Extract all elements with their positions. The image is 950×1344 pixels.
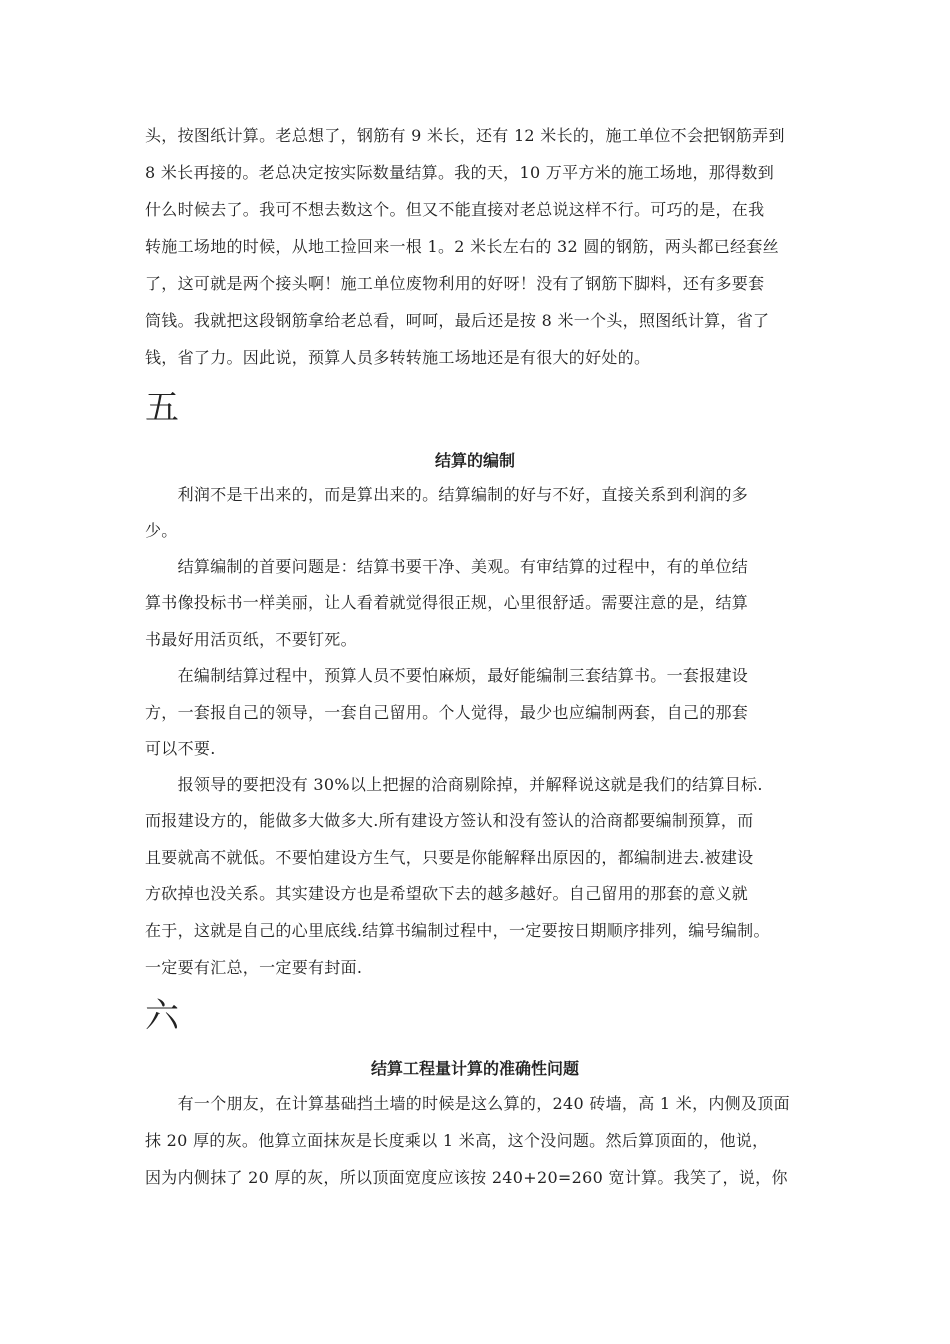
text-line: 筒钱。我就把这段钢筋拿给老总看，呵呵，最后还是按 8 米一个头，照图纸计算，省了 (145, 311, 770, 330)
text-line: 可以不要. (145, 739, 216, 758)
section-numeral: 六 (145, 996, 179, 1036)
text-line: 8 米长再接的。老总决定按实际数量结算。我的天，10 万平方米的施工场地，那得数到 (145, 163, 775, 182)
text-line: 方，一套报自己的领导，一套自己留用。个人觉得，最少也应编制两套，自己的那套 (145, 703, 749, 722)
text-line: 什么时候去了。我可不想去数这个。但又不能直接对老总说这样不行。可巧的是，在我 (145, 200, 765, 219)
text-line: 有一个朋友，在计算基础挡土墙的时候是这么算的，240 砖墙，高 1 米，内侧及顶面 (145, 1094, 790, 1113)
text-line: 少。 (145, 521, 178, 540)
section-title: 结算工程量计算的准确性问题 (370, 1059, 579, 1078)
text-line: 一定要有汇总，一定要有封面. (145, 958, 363, 977)
text-line: 而报建设方的，能做多大做多大.所有建设方签认和没有签认的洽商都要编制预算，而 (145, 811, 754, 830)
text-line: 转施工场地的时候，从地工捡回来一根 1。2 米长左右的 32 圆的钢筋，两头都已经套丝 (145, 237, 779, 256)
text-line: 方砍掉也没关系。其实建设方也是希望砍下去的越多越好。自己留用的那套的意义就 (145, 884, 749, 903)
text-line: 在编制结算过程中，预算人员不要怕麻烦，最好能编制三套结算书。一套报建设 (145, 666, 749, 685)
text-line: 了，这可就是两个接头啊！施工单位废物利用的好呀！没有了钢筋下脚料，还有多要套 (145, 274, 765, 293)
section-numeral: 五 (145, 388, 179, 428)
text-line: 报领导的要把没有 30%以上把握的洽商剔除掉，并解释说这就是我们的结算目标. (145, 775, 763, 794)
text-line: 头，按图纸计算。老总想了，钢筋有 9 米长，还有 12 米长的，施工单位不会把钢筋弄到 (145, 126, 785, 145)
text-line: 书最好用活页纸，不要钉死。 (145, 630, 357, 649)
text-line: 因为内侧抹了 20 厚的灰，所以顶面宽度应该按 240+20=260 宽计算。我笑了，说，你 (145, 1168, 788, 1187)
text-line: 在于，这就是自己的心里底线.结算书编制过程中，一定要按日期顺序排列，编号编制。 (145, 921, 770, 940)
text-line: 抹 20 厚的灰。他算立面抹灰是长度乘以 1 米高，这个没问题。然后算顶面的，他说， (145, 1131, 769, 1150)
section-title: 结算的编制 (434, 451, 515, 470)
text-line: 利润不是干出来的，而是算出来的。结算编制的好与不好，直接关系到利润的多 (145, 485, 749, 504)
text-line: 结算编制的首要问题是：结算书要干净、美观。有审结算的过程中，有的单位结 (145, 557, 749, 576)
text-line: 算书像投标书一样美丽，让人看着就觉得很正规，心里很舒适。需要注意的是，结算 (145, 593, 749, 612)
text-line: 且要就高不就低。不要怕建设方生气，只要是你能解释出原因的，都编制进去.被建设 (145, 848, 754, 867)
text-line: 钱，省了力。因此说，预算人员多转转施工场地还是有很大的好处的。 (145, 348, 651, 367)
